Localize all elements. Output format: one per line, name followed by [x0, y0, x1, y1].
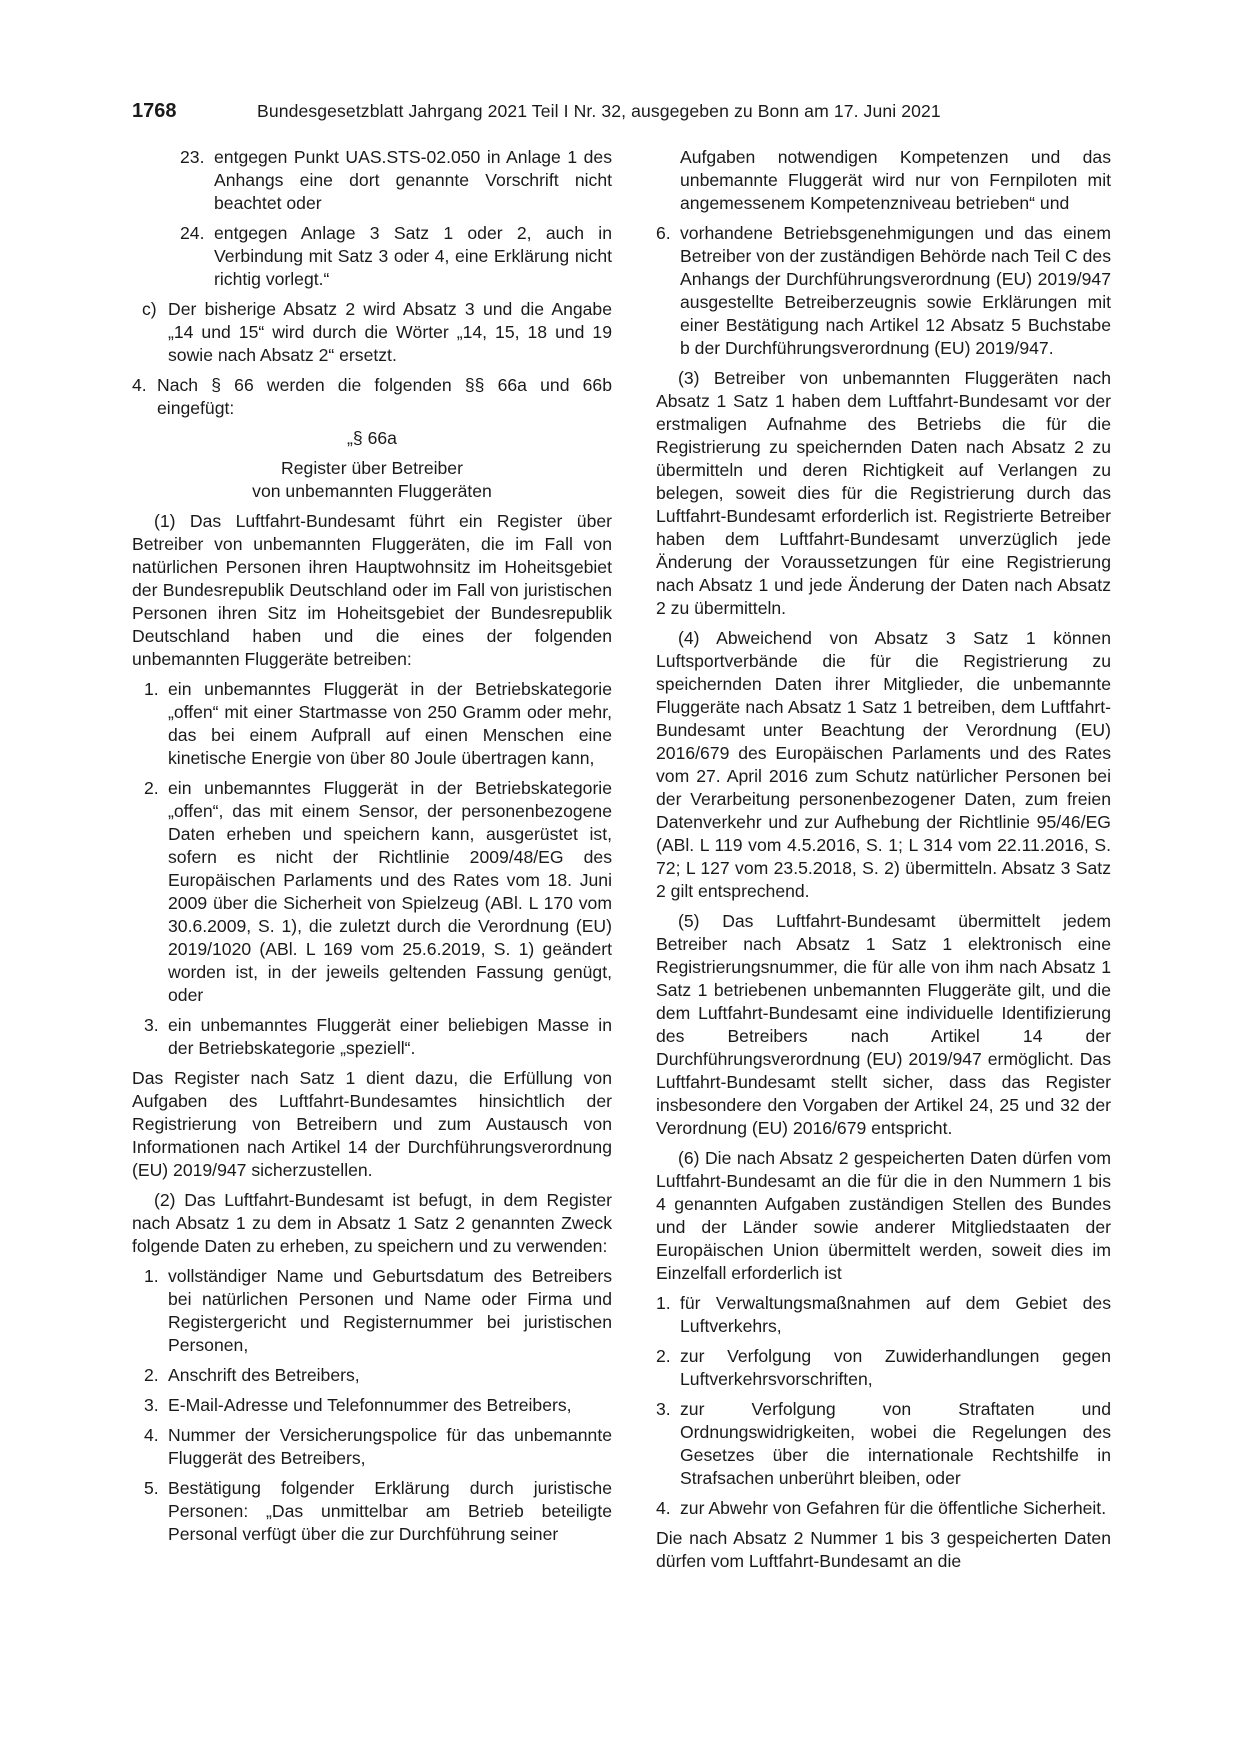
list-item-6 — [656, 222, 1111, 360]
list-item — [144, 1364, 612, 1387]
list-text: ein unbemanntes Fluggerät in der Betriebskategorie „offen“ mit einer Startmasse von 250 Gramm oder mehr, das bei einem Aufprall auf einen Menschen eine kinetische Energie von über 80 Joule übertragen kann, — [168, 679, 612, 768]
paragraph-1-tail: Das Register nach Satz 1 dient dazu, die Erfüllung von Aufgaben des Luftfahrt-Bundesamtes hinsichtlich der Registrierung von Betreibern und zum Austausch von Informationen nach Artikel 14 der Durchführungsverordnung (EU) 2019/947 sicherzustellen. — [132, 1068, 612, 1180]
paragraph-1: (1) Das Luftfahrt-Bundesamt führt ein Register über Betreiber von unbemannten Fluggeräten, die im Fall von natürlichen Personen ihren Hauptwohnsitz im Hoheitsgebiet der Bundesrepublik Deutschland oder im Fall von juristischen Personen ihren Sitz im Hoheitsgebiet der Bundesrepublik Deutschland haben und die eines der folgenden unbemannten Fluggeräte betreiben: — [132, 511, 612, 669]
paragraph-6-tail: Die nach Absatz 2 Nummer 1 bis 3 gespeicherten Daten dürfen vom Luftfahrt-Bundesamt an die — [656, 1528, 1111, 1571]
list-item — [656, 1292, 1111, 1338]
left-column — [132, 146, 612, 1546]
list-label: 4. — [144, 1425, 159, 1445]
list-item — [144, 1014, 612, 1060]
list-text: Bestätigung folgender Erklärung durch juristische Personen: „Das unmittelbar am Betrieb beteiligte Personal verfügt über die zur Durchführung seiner — [168, 1478, 612, 1544]
section-title-line-1: Register über Betreiber — [281, 458, 463, 478]
section-number: „§ 66a — [347, 428, 397, 448]
right-column — [656, 146, 1111, 1573]
list-label: 3. — [144, 1015, 159, 1035]
list-label: 2. — [144, 1365, 159, 1385]
list-item — [656, 1398, 1111, 1490]
list-label: 6. — [656, 223, 671, 243]
list-label: 1. — [144, 1266, 159, 1286]
list-label: 2. — [144, 778, 159, 798]
list-text: ein unbemanntes Fluggerät einer beliebigen Masse in der Betriebskategorie „speziell“. — [168, 1015, 612, 1058]
list-text: für Verwaltungsmaßnahmen auf dem Gebiet des Luftverkehrs, — [680, 1293, 1111, 1336]
list-label: 2. — [656, 1346, 671, 1366]
list-text: Der bisherige Absatz 2 wird Absatz 3 und die Angabe „14 und 15“ wird durch die Wörter „14, 15, 18 und 19 sowie nach Absatz 2“ ersetzt. — [168, 299, 612, 365]
section-title-line-2: von unbemannten Fluggeräten — [252, 481, 492, 501]
paragraph-4: (4) Abweichend von Absatz 3 Satz 1 können Luftsportverbände die für die Registrierung zu speichernden Daten ihrer Mitglieder, die unbemannte Fluggeräte nach Absatz 1 Satz 1 betreiben, dem Luftfahrt-Bundesamt unter Beachtung der Verordnung (EU) 2016/679 des Europäischen Parlaments und des Rates vom 27. April 2016 zum Schutz natürlicher Personen bei der Verarbeitung personenbezogener Daten, zum freien Datenverkehr und zur Aufhebung der Richtlinie 95/46/EG (ABl. L 119 vom 4.5.2016, S. 1; L 314 vom 22.11.2016, S. 72; L 127 vom 23.5.2018, S. 2) übermitteln. Absatz 3 Satz 2 gilt entsprechend. — [656, 628, 1111, 901]
list-item — [144, 1477, 612, 1546]
paragraph-3: (3) Betreiber von unbemannten Fluggeräten nach Absatz 1 Satz 1 haben dem Luftfahrt-Bundesamt vor der erstmaligen Aufnahme des Betriebs die für die Registrierung zu speichernden Daten nach Absatz 2 zu übermitteln und deren Richtigkeit auf Verlangen zu belegen, soweit dies für die Registrierung durch das Luftfahrt-Bundesamt erforderlich ist. Registrierte Betreiber haben dem Luftfahrt-Bundesamt unverzüglich jede Änderung der Voraussetzungen für eine Registrierung nach Absatz 1 und jede Änderung der Daten nach Absatz 2 zu übermitteln. — [656, 368, 1111, 618]
list-label: 3. — [656, 1399, 671, 1419]
list-text: E-Mail-Adresse und Telefonnummer des Betreibers, — [168, 1395, 572, 1415]
paragraph-6: (6) Die nach Absatz 2 gespeicherten Daten dürfen vom Luftfahrt-Bundesamt an die für die in den Nummern 1 bis 4 genannten Aufgaben zuständigen Stellen des Bundes und der Länder sowie anderer Mitgliedstaaten der Europäischen Union übermittelt werden, soweit dies im Einzelfall erforderlich ist — [656, 1148, 1111, 1283]
list-text: zur Abwehr von Gefahren für die öffentliche Sicherheit. — [680, 1498, 1107, 1518]
list-item-23 — [180, 146, 612, 215]
list-label: 3. — [144, 1395, 159, 1415]
list-item — [144, 1394, 612, 1417]
list-item — [144, 1265, 612, 1357]
list-text: Anschrift des Betreibers, — [168, 1365, 360, 1385]
paragraph-5: (5) Das Luftfahrt-Bundesamt übermittelt jedem Betreiber nach Absatz 1 Satz 1 elektronisch eine Registrierungsnummer, die für alle von ihm nach Absatz 1 Satz 1 betriebenen unbemannten Fluggeräte gilt, und die dem Luftfahrt-Bundesamt eine individuelle Identifizierung des Betreibers nach Artikel 14 der Durchführungsverordnung (EU) 2019/947 ermöglicht. Das Luftfahrt-Bundesamt stellt sicher, dass das Register insbesondere den Vorgaben der Artikel 24, 25 und 32 der Verordnung (EU) 2016/679 entspricht. — [656, 911, 1111, 1138]
page-header — [132, 100, 1121, 130]
list-text: entgegen Punkt UAS.STS-02.050 in Anlage 1 des Anhangs eine dort genannte Vorschrift nicht beachtet oder — [214, 147, 612, 213]
list-label: 4. — [132, 375, 147, 395]
list-item-4 — [132, 374, 612, 420]
list-label: 24. — [180, 223, 205, 243]
list-item — [656, 1345, 1111, 1391]
list-label: c) — [142, 299, 157, 319]
list-label: 1. — [656, 1293, 671, 1313]
list-item-24 — [180, 222, 612, 291]
list-text: Nummer der Versicherungspolice für das unbemannte Fluggerät des Betreibers, — [168, 1425, 612, 1468]
list-text: ein unbemanntes Fluggerät in der Betriebskategorie „offen“, das mit einem Sensor, der personenbezogene Daten erheben und speichern kann, ausgerüstet ist, sofern es nicht der Richtlinie 2009/48/EG des Europäischen Parlaments und des Rates vom 18. Juni 2009 über die Sicherheit von Spielzeug (ABl. L 170 vom 30.6.2009, S. 1), die zuletzt durch die Verordnung (EU) 2019/1020 (ABl. L 169 vom 25.6.2019, S. 1) geändert worden ist, in der jeweils geltenden Fassung genügt, oder — [168, 778, 612, 1005]
header-title: Bundesgesetzblatt Jahrgang 2021 Teil I Nr. 32, ausgegeben zu Bonn am 17. Juni 2021 — [257, 101, 941, 121]
list-item — [144, 678, 612, 770]
list-text: vollständiger Name und Geburtsdatum des Betreibers bei natürlichen Personen und Name oder Firma und Registergericht und Registernummer bei juristischen Personen, — [168, 1266, 612, 1355]
list-item — [656, 1497, 1111, 1520]
list-label: 5. — [144, 1478, 159, 1498]
page-number: 1768 — [132, 100, 177, 122]
list-text: Nach § 66 werden die folgenden §§ 66a und 66b eingefügt: — [157, 375, 612, 418]
list-label: 1. — [144, 679, 159, 699]
list-label: 23. — [180, 147, 205, 167]
list-text: entgegen Anlage 3 Satz 1 oder 2, auch in Verbindung mit Satz 3 oder 4, eine Erklärung nicht richtig vorlegt.“ — [214, 223, 612, 289]
paragraph-2: (2) Das Luftfahrt-Bundesamt ist befugt, in dem Register nach Absatz 1 zu dem in Absatz 1 Satz 2 genannten Zweck folgende Daten zu erheben, zu speichern und zu verwenden: — [132, 1190, 612, 1256]
list-text: zur Verfolgung von Zuwiderhandlungen gegen Luftverkehrsvorschriften, — [680, 1346, 1111, 1389]
list-text: vorhandene Betriebsgenehmigungen und das einem Betreiber von der zuständigen Behörde nach Teil C des Anhangs der Durchführungsverordnung (EU) 2019/947 ausgestellte Betreiberzeugnis sowie Erklärungen mit einer Bestätigung nach Artikel 12 Absatz 5 Buchstabe b der Durchführungsverordnung (EU) 2019/947. — [680, 223, 1111, 358]
list-item-5-continued: Aufgaben notwendigen Kompetenzen und das unbemannte Fluggerät wird nur von Fernpiloten mit angemessenem Kompetenzniveau betrieben“ und — [680, 147, 1111, 213]
list-label: 4. — [656, 1498, 671, 1518]
list-item — [144, 777, 612, 1007]
list-text: zur Verfolgung von Straftaten und Ordnungswidrigkeiten, wobei die Regelungen des Gesetzes über die internationale Rechtshilfe in Strafsachen unberührt bleiben, oder — [680, 1399, 1111, 1488]
list-item — [144, 1424, 612, 1470]
list-item-c — [142, 298, 612, 367]
